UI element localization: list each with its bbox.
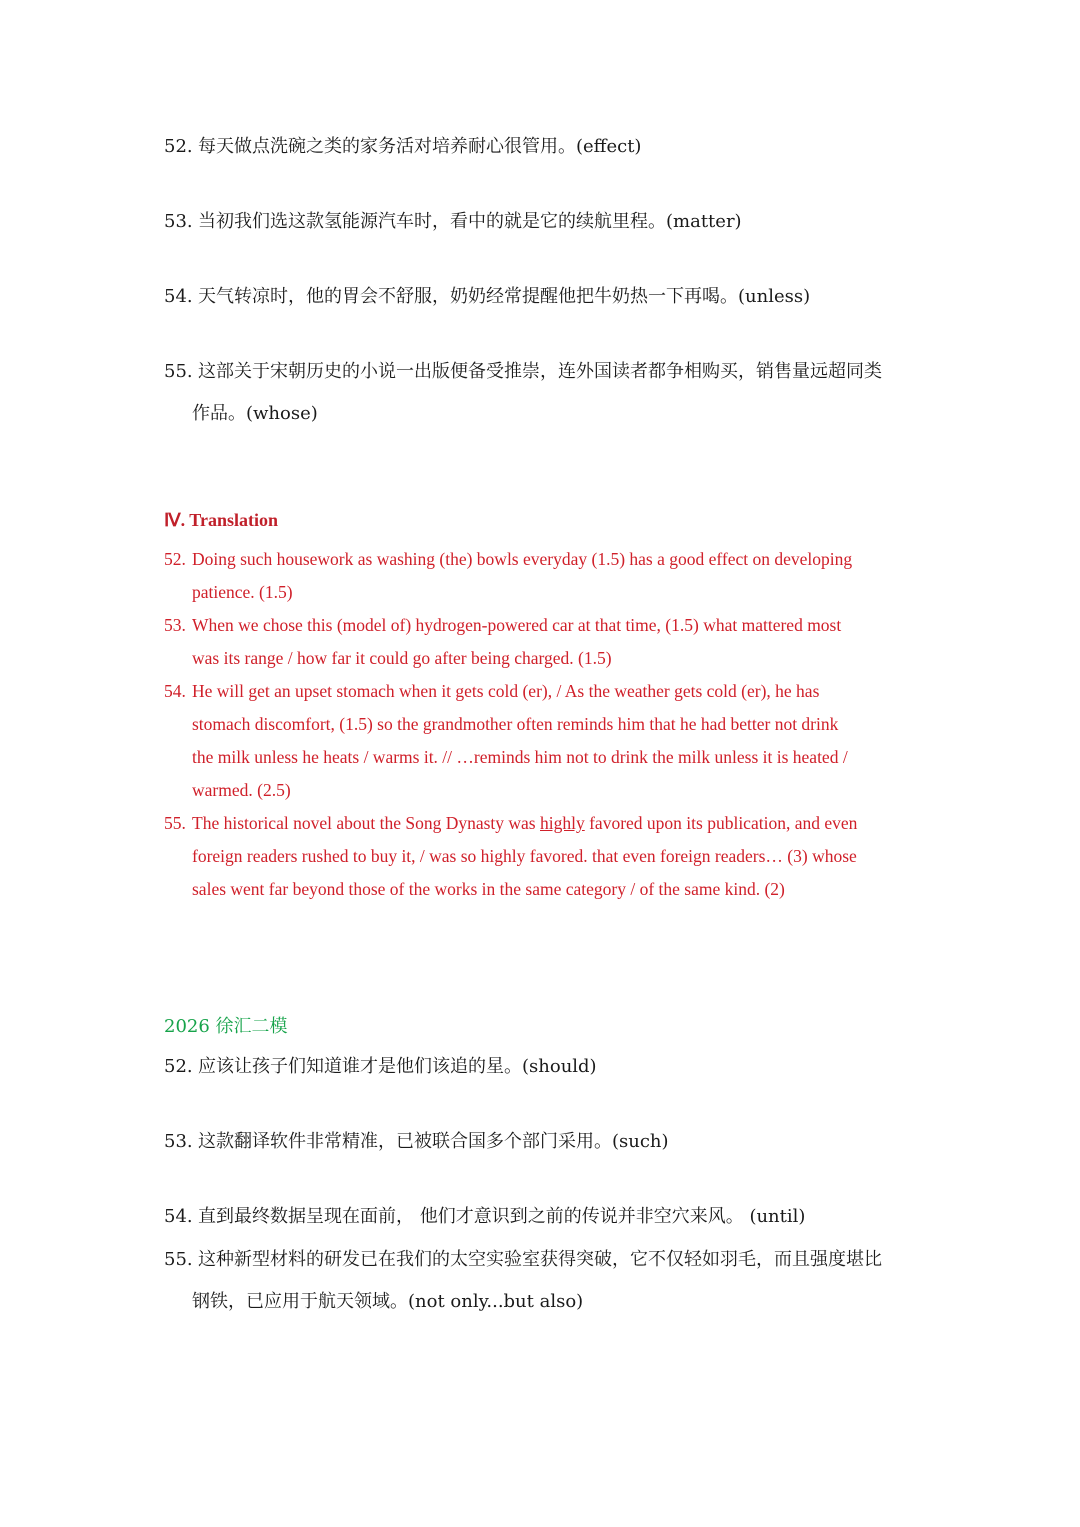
underlined-word: highly xyxy=(540,813,585,833)
question-number: 52. xyxy=(164,136,193,157)
answer-line: patience. (1.5) xyxy=(192,582,293,602)
question-55 xyxy=(164,359,934,427)
question-number: 53. xyxy=(164,211,193,232)
question-text: 直到最终数据呈现在面前， 他们才意识到之前的传说并非空穴来风。 (until) xyxy=(198,1206,806,1227)
question-text: 这款翻译软件非常精准，已被联合国多个部门采用。(such) xyxy=(198,1131,669,1152)
question-number: 54. xyxy=(164,286,193,307)
answer-line: Doing such housework as washing (the) bowls everyday (1.5) has a good effect on developing xyxy=(192,549,853,569)
answer-number: 52. xyxy=(164,549,186,569)
answer-line: The historical novel about the Song Dynasty was xyxy=(192,813,540,833)
section-label: 2026 徐汇二模 xyxy=(164,1016,288,1037)
answer-53 xyxy=(164,609,920,675)
answer-line: the milk unless he heats / warms it. // …reminds him not to drink the milk unless it is heated / xyxy=(192,747,848,767)
answer-line: sales went far beyond those of the works in the same category / of the same kind. (2) xyxy=(192,879,785,899)
answer-line: When we chose this (model of) hydrogen-powered car at that time, (1.5) what mattered most xyxy=(192,615,842,635)
question-54 xyxy=(164,1204,924,1230)
answer-52 xyxy=(164,543,920,609)
question-number: 54. xyxy=(164,1206,193,1227)
answer-number: 53. xyxy=(164,615,186,635)
question-text-continued: 钢铁，已应用于航天领域。(not only...but also) xyxy=(192,1291,584,1312)
question-number: 52. xyxy=(164,1056,193,1077)
question-55 xyxy=(164,1247,934,1315)
question-text: 每天做点洗碗之类的家务活对培养耐心很管用。(effect) xyxy=(198,136,642,157)
answer-line: favored upon its publication, and even xyxy=(584,813,858,833)
question-number: 53. xyxy=(164,1131,193,1152)
question-53 xyxy=(164,1129,924,1155)
answer-55 xyxy=(164,807,920,906)
answer-number: 55. xyxy=(164,813,186,833)
question-53 xyxy=(164,209,924,235)
answer-line: was its range / how far it could go after being charged. (1.5) xyxy=(192,648,612,668)
answer-54 xyxy=(164,675,920,807)
translation-heading: Ⅳ. Translation xyxy=(164,510,278,530)
question-text: 这种新型材料的研发已在我们的太空实验室获得突破，它不仅轻如羽毛，而且强度堪比 xyxy=(198,1249,882,1270)
question-52 xyxy=(164,134,924,160)
question-number: 55. xyxy=(164,361,193,382)
question-number: 55. xyxy=(164,1249,193,1270)
answer-line: warmed. (2.5) xyxy=(192,780,291,800)
question-text: 应该让孩子们知道谁才是他们该追的星。(should) xyxy=(198,1056,597,1077)
question-text: 这部关于宋朝历史的小说一出版便备受推崇，连外国读者都争相购买，销售量远超同类 xyxy=(198,361,882,382)
question-54 xyxy=(164,284,924,310)
question-52 xyxy=(164,1054,924,1080)
answer-number: 54. xyxy=(164,681,186,701)
answer-line: stomach discomfort, (1.5) so the grandmother often reminds him that he had better not drink xyxy=(192,714,839,734)
question-text: 当初我们选这款氢能源汽车时，看中的就是它的续航里程。(matter) xyxy=(198,211,742,232)
question-text-continued: 作品。(whose) xyxy=(192,403,318,424)
answer-line: He will get an upset stomach when it gets cold (er), / As the weather gets cold (er), he has xyxy=(192,681,820,701)
answer-line: foreign readers rushed to buy it, / was so highly favored. that even foreign readers… (3) whose xyxy=(192,846,857,866)
question-text: 天气转凉时，他的胃会不舒服，奶奶经常提醒他把牛奶热一下再喝。(unless) xyxy=(198,286,811,307)
